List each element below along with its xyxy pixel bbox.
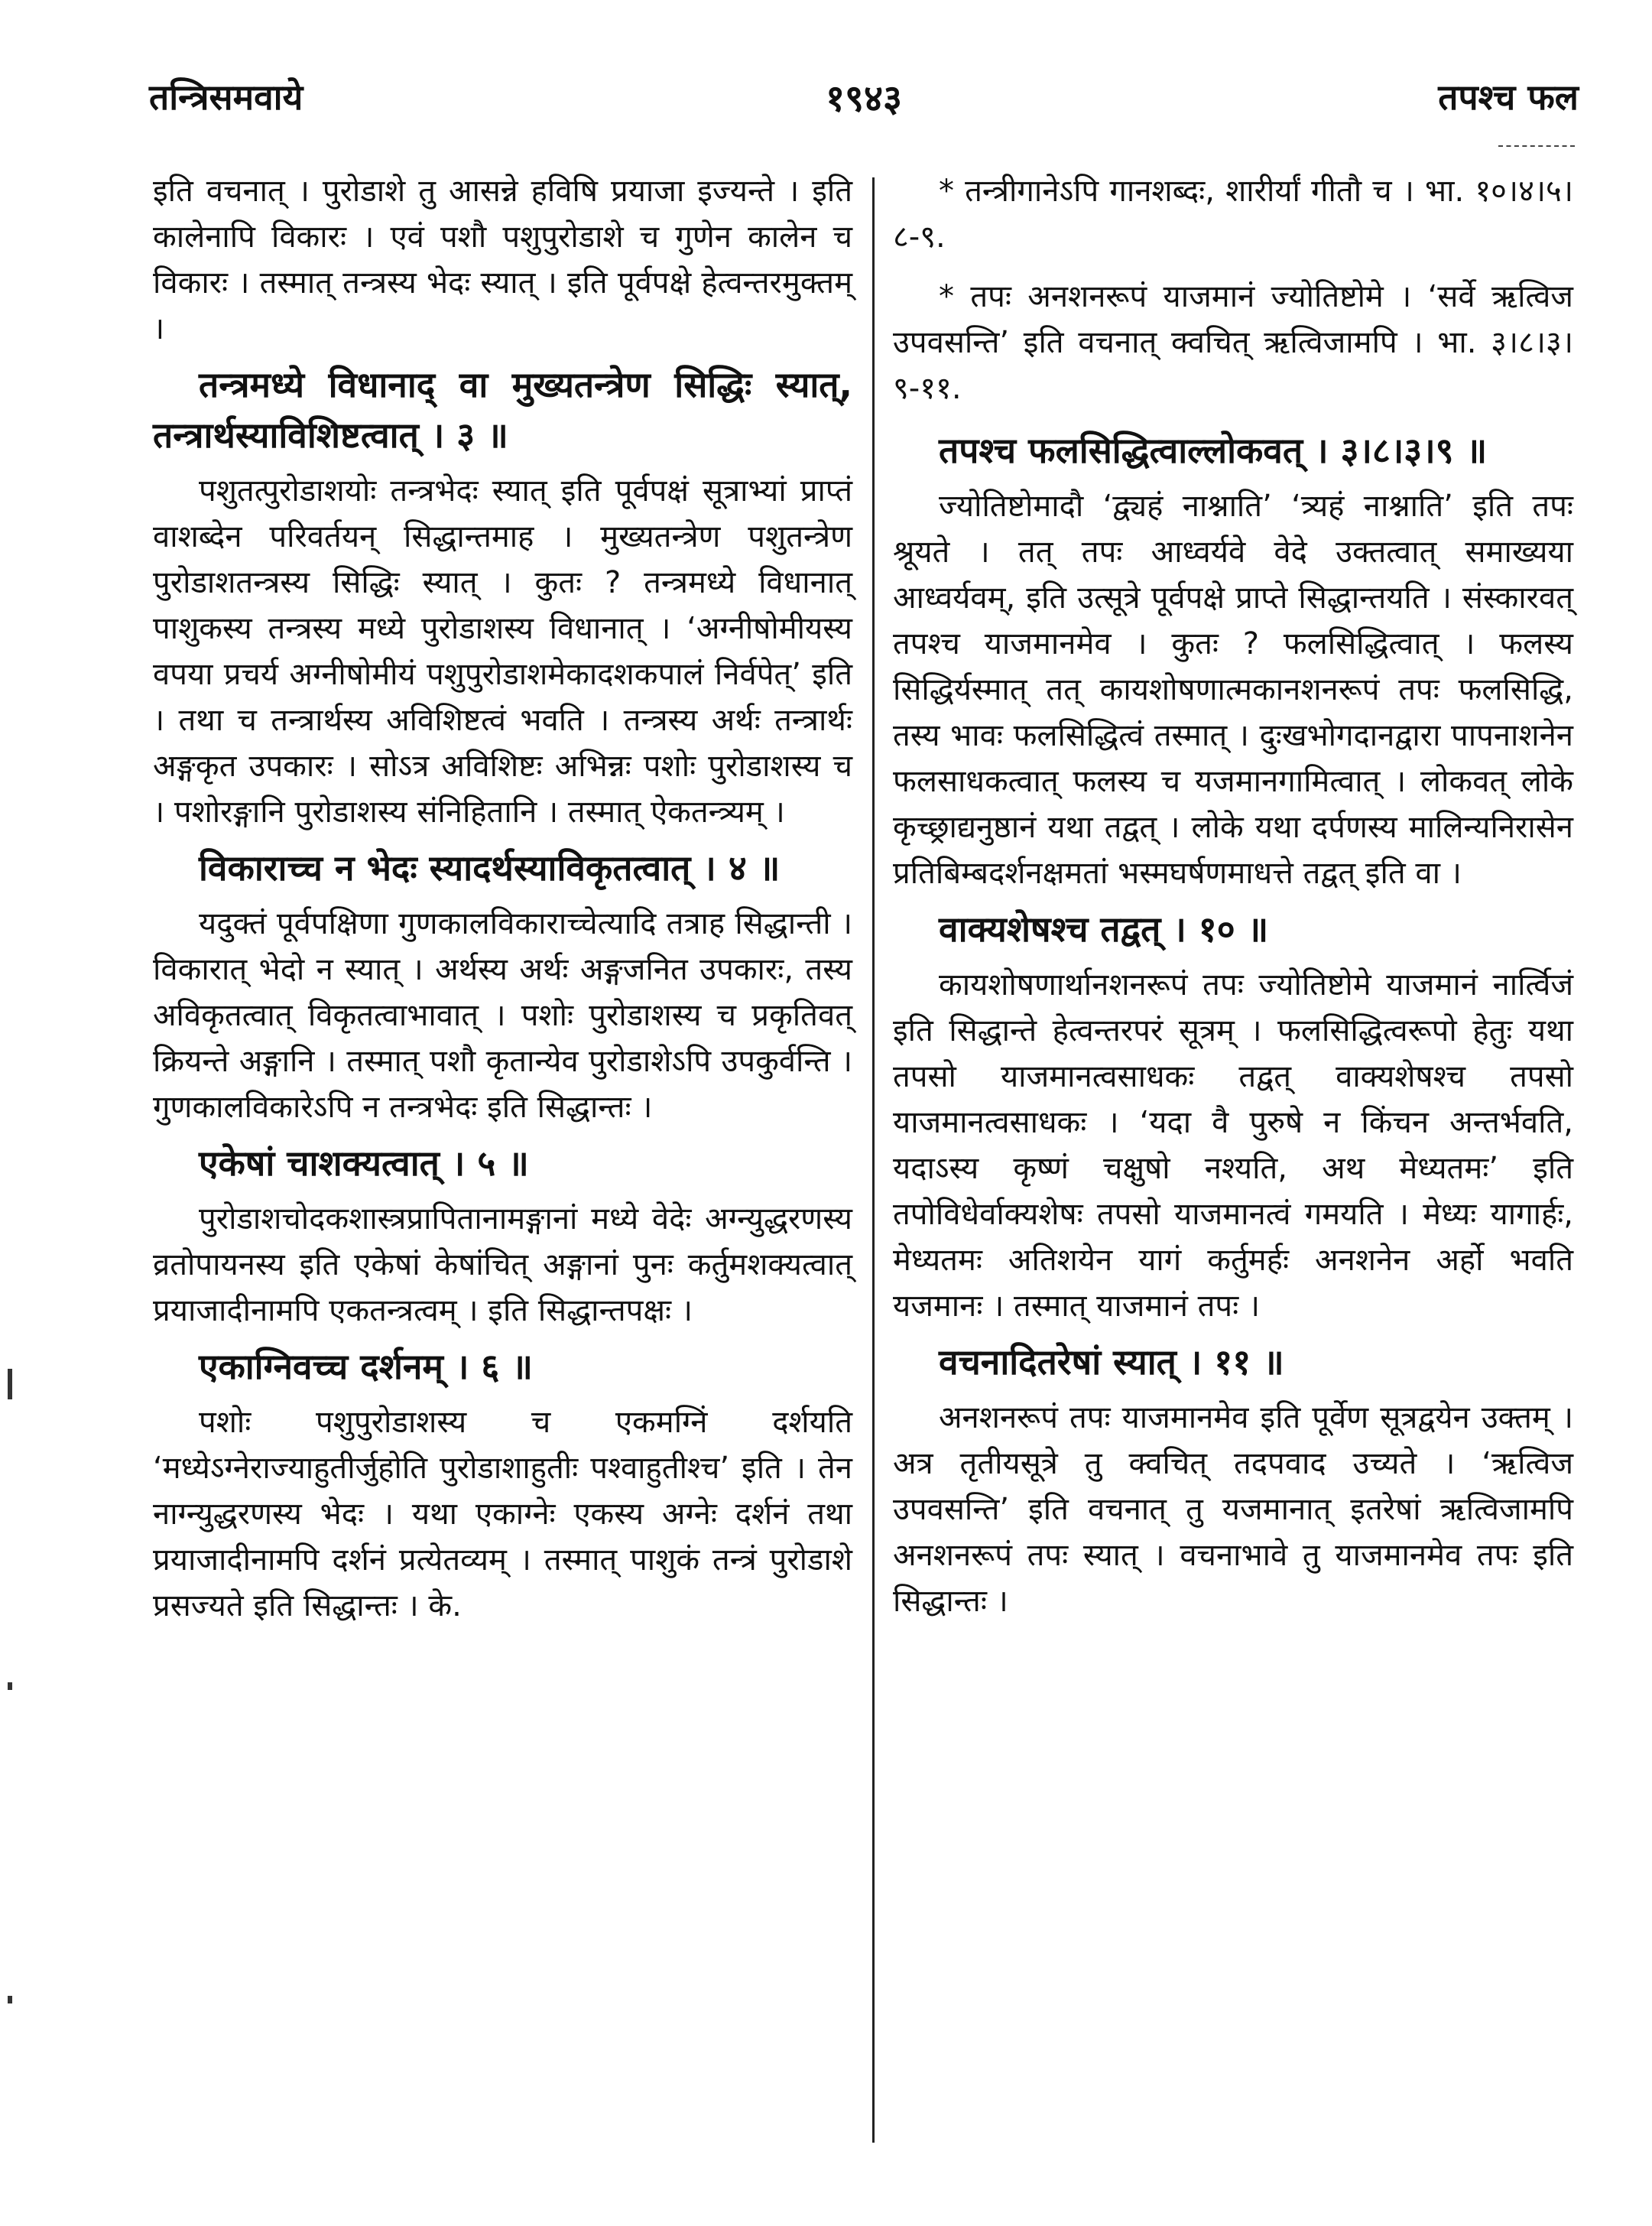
- right-paragraph-2: कायशोषणार्थानशनरूपं तपः ज्योतिष्टोमे याजमानं नार्त्विजं इति सिद्धान्ते हेत्वन्तरपरं सूत्रम् । फलसिद्धित्वरूपो हेतुः यथा तपसो याजमानत्वसाधकः तद्वत् वाक्यशेषश्च तपसो याजमानत्वसाधकः । ‘यदा वै पुरुषे न किंचन अन्तर्भवति, यदाऽस्य कृष्णं चक्षुषो नश्यति, अथ मेध्यतमः’ इति तपोविधेर्वाक्यशेषः तपसो याजमानत्वं गमयति । मेध्यः यागार्हः, मेध्यतमः अतिशयेन यागं कर्तुमर्हः अनशनेन अर्हो भवति यजमानः । तस्मात् याजमानं तपः ।: [893, 967, 1573, 1324]
- sutra-11: वचनादितरेषां स्यात् । ११ ॥: [939, 1341, 1284, 1383]
- header-right-title: तपश्च फल: [1438, 76, 1579, 118]
- sutra-9: तपश्च फलसिद्धित्वाल्लोकवत् । ३।८।३।९ ॥: [939, 430, 1488, 471]
- left-paragraph-2: पशुतत्पुरोडाशयोः तन्त्रभेदः स्यात् इति पूर्वपक्षं सूत्राभ्यां प्राप्तं वाशब्देन परिवर्तयन् सिद्धान्तमाह । मुख्यतन्त्रेण पशुतन्त्रेण पुरोडाशतन्त्रस्य सिद्धिः स्यात् । कुतः ? तन्त्रमध्ये विधानात् पाशुकस्य तन्त्रस्य मध्ये पुरोडाशस्य विधानात् । ‘अग्नीषोमीयस्य वपया प्रचर्य अग्नीषोमीयं पशुपुरोडाशमेकादशकपालं निर्वपेत्’ इति । तथा च तन्त्रार्थस्य अविशिष्टत्वं भवति । तन्त्रस्य अर्थः तन्त्रार्थः अङ्गकृत उपकारः । सोऽत्र अविशिष्टः अभिन्नः पशोः पुरोडाशस्य च । पशोरङ्गानि पुरोडाशस्य संनिहितानि । तस्मात् ऐकतन्त्र्यम् ।: [153, 473, 852, 830]
- sutra-3: तन्त्रमध्ये विधानाद् वा मुख्यतन्त्रेण सिद्धिः स्यात्, तन्त्रार्थस्याविशिष्टत्वात् । ३ ॥: [153, 364, 852, 456]
- left-paragraph-5: पशोः पशुपुरोडाशस्य च एकमग्निं दर्शयति ‘मध्येऽग्नेराज्याहुतीर्जुहोति पुरोडाशाहुतीः पश्वाहुतीश्च’ इति । तेन नाग्न्युद्धरणस्य भेदः । यथा एकाग्नेः एकस्य अग्नेः दर्शनं तथा प्रयाजादीनामपि दर्शनं प्रत्येतव्यम् । तस्मात् पाशुकं तन्त्रं पुरोडाशे प्रसज्यते इति सिद्धान्तः । के.: [153, 1405, 852, 1623]
- left-paragraph-1: इति वचनात् । पुरोडाशे तु आसन्ने हविषि प्रयाजा इज्यन्ते । इति कालेनापि विकारः । एवं पशौ पशुपुरोडाशे च गुणेन कालेन च विकारः । तस्मात् तन्त्रस्य भेदः स्यात् । इति पूर्वपक्षे हेत्वन्तरमुक्तम् ।: [153, 174, 852, 346]
- sutra-10: वाक्यशेषश्च तद्वत् । १० ॥: [939, 908, 1269, 950]
- scan-margin-mark: [8, 1369, 12, 1399]
- scan-margin-mark: [8, 1682, 12, 1690]
- sutra-4: विकाराच्च न भेदः स्यादर्थस्याविकृतत्वात् । ४ ॥: [199, 847, 781, 889]
- left-paragraph-3: यदुक्तं पूर्वपक्षिणा गुणकालविकाराच्चेत्यादि तत्राह सिद्धान्ती । विकारात् भेदो न स्यात् । अर्थस्य अर्थः अङ्गजनित उपकारः, तस्य अविकृतत्वात् विकृतत्वाभावात् । पशोः पुरोडाशस्य च प्रकृतिवत् क्रियन्ते अङ्गानि । तस्मात् पशौ कृतान्येव पुरोडाशेऽपि उपकुर्वन्ति । गुणकालविकारेऽपि न तन्त्रभेदः इति सिद्धान्तः ।: [153, 906, 852, 1125]
- right-paragraph-1: ज्योतिष्टोमादौ ‘द्व्यहं नाश्नाति’ ‘त्र्यहं नाश्नाति’ इति तपः श्रूयते । तत् तपः आध्वर्यवे वेदे उक्तत्वात् समाख्यया आध्वर्यवम्, इति उत्सूत्रे पूर्वपक्षे प्राप्ते सिद्धान्तयति । संस्कारवत् तपश्च याजमानमेव । कुतः ? फलसिद्धित्वात् । फलस्य सिद्धिर्यस्मात् तत् कायशोषणात्मकानशनरूपं तपः फलसिद्धि, तस्य भावः फलसिद्धित्वं तस्मात् । दुःखभोगदानद्वारा पापनाशनेन फलसाधकत्वात् फलस्य च यजमानगामित्वात् । लोकवत् लोके कृच्छ्राद्यनुष्ठानं यथा तद्वत् । लोके यथा दर्पणस्य मालिन्यनिरासेन प्रतिबिम्बदर्शनक्षमतां भस्मघर्षणमाधत्ते तद्वत् इति वा ।: [893, 489, 1573, 891]
- right-paragraph-3: अनशनरूपं तपः याजमानमेव इति पूर्वेण सूत्रद्वयेन उक्तम् । अत्र तृतीयसूत्रे तु क्वचित् तदपवाद उच्यते । ‘ऋत्विज उपवसन्ति’ इति वचनात् तु यजमानात् इतरेषां ऋत्विजामपि अनशनरूपं तपः स्यात् । वचनाभावे तु याजमानमेव तपः इति सिद्धान्तः ।: [893, 1400, 1573, 1619]
- left-column: [153, 168, 852, 1636]
- right-column: [893, 168, 1573, 1632]
- left-paragraph-4: पुरोडाशचोदकशास्त्रप्रापितानामङ्गानां मध्ये वेदेः अग्न्युद्धरणस्य व्रतोपायनस्य इति एकेषां केषांचित् अङ्गानां पुनः कर्तुमशक्यत्वात् प्रयाजादीनामपि एकतन्त्रत्वम् । इति सिद्धान्तपक्षः ।: [153, 1201, 852, 1328]
- sutra-5: एकेषां चाशक्यत्वात् । ५ ॥: [199, 1142, 529, 1184]
- scan-margin-mark: [8, 1996, 12, 2003]
- header-rule: [1498, 145, 1575, 147]
- sutra-6: एकाग्निवच्च दर्शनम् । ६ ॥: [199, 1346, 533, 1387]
- page-number: १९४३: [826, 77, 902, 120]
- column-divider: [872, 177, 875, 2143]
- footnote-1: * तन्त्रीगानेऽपि गानशब्दः, शारीर्यां गीतौ च । भा. १०।४।५।८-९.: [893, 174, 1573, 255]
- header-left-title: तन्त्रिसमवाये: [149, 76, 303, 118]
- running-header: [149, 73, 1579, 134]
- footnote-2: * तपः अनशनरूपं याजमानं ज्योतिष्टोमे । ‘सर्वे ऋत्विज उपवसन्ति’ इति वचनात् क्वचित् ऋत्विजामपि । भा. ३।८।३।९-११.: [893, 279, 1573, 406]
